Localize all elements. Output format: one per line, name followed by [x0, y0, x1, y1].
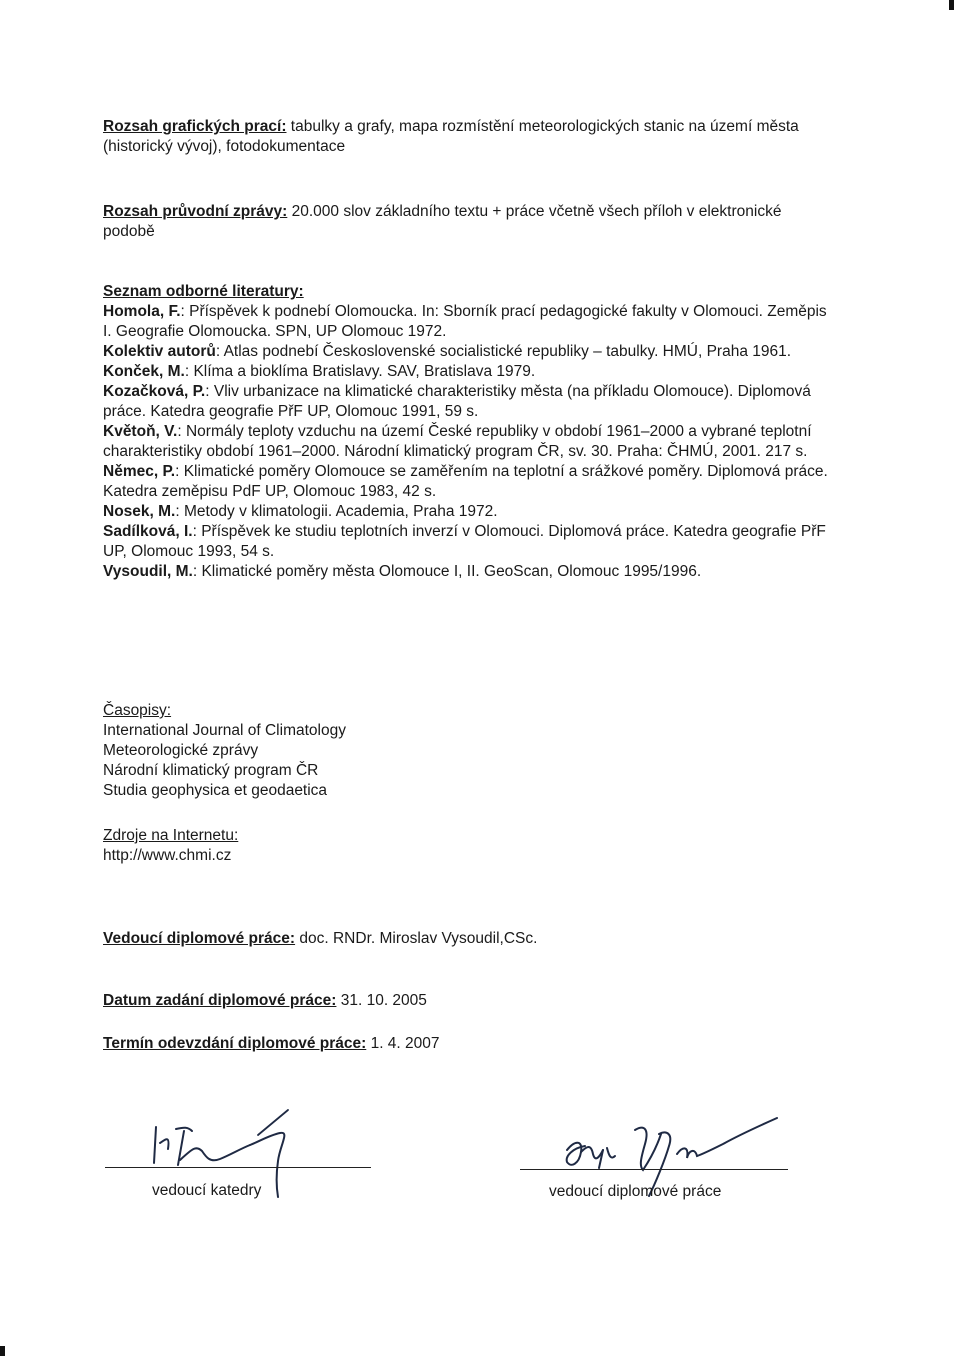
literature-author: Homola, F. — [103, 303, 181, 320]
supervisor-value: doc. RNDr. Miroslav Vysoudil,CSc. — [295, 930, 538, 947]
journal-item: International Journal of Climatology — [103, 722, 346, 739]
right-signature-line — [520, 1169, 788, 1170]
left-signature-label: vedoucí katedry — [152, 1182, 262, 1199]
literature-item — [103, 462, 833, 502]
literature-text: : Atlas podnebí Československé socialistické republiky – tabulky. HMÚ, Praha 1961. — [215, 343, 792, 360]
assigned-row — [103, 991, 833, 1011]
deadline-label: Termín odevzdání diplomové práce: — [103, 1035, 367, 1052]
literature-author: Květoň, V. — [103, 423, 178, 440]
literature-item — [103, 502, 833, 522]
supervisor-row — [103, 929, 833, 949]
literature-author: Nosek, M. — [103, 503, 176, 520]
deadline-row — [103, 1034, 833, 1054]
literature-item — [103, 522, 833, 562]
graphics-scope-label: Rozsah grafických prací: — [103, 118, 287, 135]
literature-heading: Seznam odborné literatury: — [103, 283, 304, 300]
literature-author: Kolektiv autorů — [103, 343, 216, 360]
graphics-scope-text: tabulky a grafy, mapa rozmístění meteorologických stanic na území města (historický vývoj), fotodokumentace — [103, 118, 799, 155]
literature-author: Vysoudil, M. — [103, 563, 193, 580]
literature-item — [103, 302, 833, 342]
literature-item — [103, 382, 833, 422]
right-signature-label: vedoucí diplomové práce — [549, 1183, 722, 1200]
supervisor-label: Vedoucí diplomové práce: — [103, 930, 296, 947]
literature-text: : Metody v klimatologii. Academia, Praha 1972. — [175, 503, 498, 520]
literature-author: Sadílková, I. — [103, 523, 193, 540]
internet-heading: Zdroje na Internetu: — [103, 827, 239, 844]
scan-mark-top — [949, 0, 954, 10]
graphics-scope — [103, 117, 833, 157]
literature-text: : Klíma a bioklíma Bratislavy. SAV, Bratislava 1979. — [184, 363, 536, 380]
literature-text: : Příspěvek k podnebí Olomoucka. In: Sborník prací pedagogické fakulty v Olomouci. Zeměpis I. Geografie Olomoucka. SPN, UP Olomouc 1972. — [103, 303, 827, 340]
journal-item: Národní klimatický program ČR — [103, 762, 319, 779]
literature-text: : Klimatické poměry města Olomouce I, II. GeoScan, Olomouc 1995/1996. — [192, 563, 702, 580]
literature-author: Konček, M. — [103, 363, 185, 380]
literature-author: Němec, P. — [103, 463, 176, 480]
literature-item — [103, 362, 833, 382]
literature-item — [103, 562, 833, 582]
literature-section — [103, 282, 833, 582]
literature-item — [103, 342, 833, 362]
internet-section — [103, 826, 833, 866]
internet-url: http://www.chmi.cz — [103, 847, 232, 864]
report-scope-label: Rozsah průvodní zprávy: — [103, 203, 288, 220]
literature-text: : Klimatické poměry Olomouce se zaměřením na teplotní a srážkové poměry. Diplomová práce. Katedra zeměpisu PdF UP, Olomouc 1983, 42 s. — [103, 463, 828, 500]
journal-item: Studia geophysica et geodaetica — [103, 782, 328, 799]
literature-text: : Normály teploty vzduchu na území České republiky v období 1961–2000 a vybrané teplotní charakteristiky období 1961–2000. Národní klimatický program ČR, sv. 30. Praha: ČHMÚ, 2001. 217 s. — [103, 423, 812, 460]
scan-mark-bottom — [0, 1346, 5, 1356]
assigned-label: Datum zadání diplomové práce: — [103, 992, 337, 1009]
literature-list — [103, 302, 833, 582]
deadline-value: 1. 4. 2007 — [366, 1035, 440, 1052]
literature-author: Kozačková, P. — [103, 383, 206, 400]
literature-item — [103, 422, 833, 462]
report-scope — [103, 202, 833, 242]
journals-section — [103, 701, 833, 801]
journal-item: Meteorologické zprávy — [103, 742, 259, 759]
left-signature-line — [105, 1167, 371, 1168]
journals-heading: Časopisy: — [103, 702, 172, 719]
assigned-value: 31. 10. 2005 — [336, 992, 427, 1009]
literature-text: : Příspěvek ke studiu teplotních inverzí v Olomouci. Diplomová práce. Katedra geografie PřF UP, Olomouc 1993, 54 s. — [103, 523, 826, 560]
report-scope-text: 20.000 slov základního textu + práce včetně všech příloh v elektronické podobě — [103, 203, 782, 240]
literature-text: : Vliv urbanizace na klimatické charakteristiky města (na příkladu Olomouce). Diplomová práce. Katedra geografie PřF UP, Olomouc 1991, 59 s. — [103, 383, 811, 420]
